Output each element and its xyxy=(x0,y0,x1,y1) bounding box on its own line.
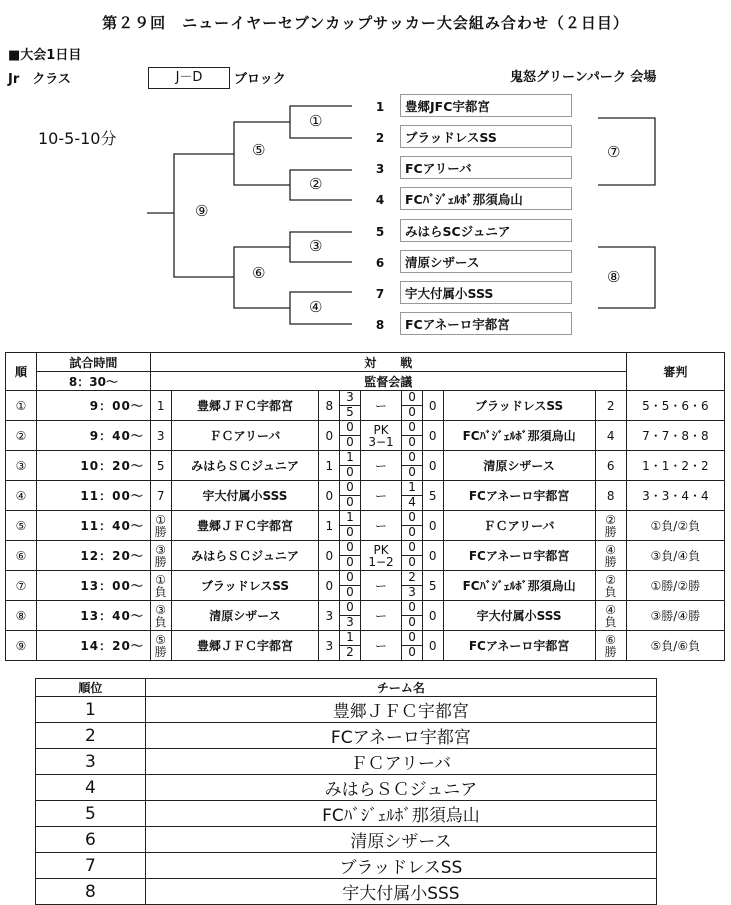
team-slot: ブラッドレスSS xyxy=(400,125,572,148)
header-rank: 順位 xyxy=(36,679,146,697)
match-number: ⑧ xyxy=(6,601,37,631)
right-halves xyxy=(402,631,423,661)
match-mid: ー xyxy=(360,511,401,541)
left-total: 0 xyxy=(319,481,340,511)
team-seed: 1 xyxy=(375,100,385,114)
team-slot: 宇大付属小SSS xyxy=(400,281,572,304)
table-row xyxy=(36,879,657,905)
left-mark: 7 xyxy=(150,481,171,511)
rank-team: 豊郷ＪＦＣ宇都宮 xyxy=(145,697,656,723)
first-half: 0 xyxy=(402,541,422,556)
right-total: 0 xyxy=(422,541,443,571)
second-half: 0 xyxy=(346,465,354,479)
right-team: 宇大付属小SSS xyxy=(443,601,595,631)
left-total: 3 xyxy=(319,631,340,661)
left-halves xyxy=(340,601,361,631)
left-halves xyxy=(340,571,361,601)
rank-team: FCアネーロ宇都宮 xyxy=(145,723,656,749)
right-halves xyxy=(402,451,423,481)
referee: ⑤負/⑥負 xyxy=(626,631,724,661)
right-team: FCアネーロ宇都宮 xyxy=(443,481,595,511)
bracket-label-3: ③ xyxy=(309,237,323,255)
first-half: 2 xyxy=(402,571,422,586)
schedule-table xyxy=(5,352,725,661)
kickoff-time: 9：00～ xyxy=(37,391,151,421)
second-half: 0 xyxy=(408,525,416,539)
match-number: ① xyxy=(6,391,37,421)
ranking-table xyxy=(35,678,657,905)
tournament-bracket xyxy=(0,0,731,345)
right-team: ＦＣアリーバ xyxy=(443,511,595,541)
second-half: 0 xyxy=(346,585,354,599)
team-seed: 3 xyxy=(375,162,385,176)
bracket-label-5: ⑤ xyxy=(252,141,266,159)
header-start: 8：30～ xyxy=(37,372,151,391)
team-seed: 2 xyxy=(375,131,385,145)
table-row xyxy=(36,723,657,749)
bracket-label-2: ② xyxy=(309,175,323,193)
match-mid: ー xyxy=(360,631,401,661)
referee: ③勝/④勝 xyxy=(626,601,724,631)
header-time: 試合時間 xyxy=(37,353,151,372)
match-number: ⑥ xyxy=(6,541,37,571)
class-label: Jr クラス xyxy=(8,72,71,87)
right-total: 5 xyxy=(422,481,443,511)
right-halves xyxy=(402,541,423,571)
right-mark: 4 xyxy=(595,421,626,451)
left-total: 0 xyxy=(319,571,340,601)
first-half: 1 xyxy=(340,451,360,466)
match-mid: ー xyxy=(360,391,401,421)
first-half: 0 xyxy=(402,631,422,646)
left-mark: ① 負 xyxy=(150,571,171,601)
bracket-label-4: ④ xyxy=(309,298,323,316)
block-suffix: ブロック xyxy=(234,72,286,87)
bracket-label-1: ① xyxy=(309,112,323,130)
rank-number: 6 xyxy=(36,827,146,853)
venue: 鬼怒グリーンパーク 会場 xyxy=(510,70,657,85)
right-total: 0 xyxy=(422,601,443,631)
rank-team: ＦＣアリーバ xyxy=(145,749,656,775)
first-half: 3 xyxy=(340,391,360,406)
right-team: ブラッドレスSS xyxy=(443,391,595,421)
right-mark: ⑥ 勝 xyxy=(595,631,626,661)
right-halves xyxy=(402,601,423,631)
team-seed: 8 xyxy=(375,318,385,332)
left-total: 0 xyxy=(319,541,340,571)
right-mark: ④ 勝 xyxy=(595,541,626,571)
second-half: 0 xyxy=(408,405,416,419)
right-total: 0 xyxy=(422,421,443,451)
left-team: ＦＣアリーバ xyxy=(171,421,319,451)
left-halves xyxy=(340,541,361,571)
rank-team: FCﾊﾞｼﾞｪﾙﾎﾞ那須烏山 xyxy=(145,801,656,827)
rank-number: 1 xyxy=(36,697,146,723)
match-mid: ー xyxy=(360,451,401,481)
second-half: 0 xyxy=(346,495,354,509)
left-team: 清原シザース xyxy=(171,601,319,631)
team-seed: 6 xyxy=(375,256,385,270)
right-total: 0 xyxy=(422,511,443,541)
first-half: 0 xyxy=(340,571,360,586)
second-half: 3 xyxy=(346,615,354,629)
left-team: 豊郷ＪＦＣ宇都宮 xyxy=(171,511,319,541)
match-number: ② xyxy=(6,421,37,451)
right-total: 5 xyxy=(422,571,443,601)
right-total: 0 xyxy=(422,391,443,421)
second-half: 0 xyxy=(346,435,354,449)
left-halves xyxy=(340,631,361,661)
match-mid: ー xyxy=(360,481,401,511)
team-slot: 清原シザース xyxy=(400,250,572,273)
team-slot: FCﾊﾞｼﾞｪﾙﾎﾞ那須烏山 xyxy=(400,187,572,210)
right-team: FCﾊﾞｼﾞｪﾙﾎﾞ那須烏山 xyxy=(443,571,595,601)
right-total: 0 xyxy=(422,451,443,481)
referee: 3・3・4・4 xyxy=(626,481,724,511)
left-team: みはらＳＣジュニア xyxy=(171,451,319,481)
first-half: 0 xyxy=(340,421,360,436)
left-mark: ③ 勝 xyxy=(150,541,171,571)
right-team: FCアネーロ宇都宮 xyxy=(443,541,595,571)
first-half: 0 xyxy=(402,391,422,406)
first-half: 0 xyxy=(402,511,422,526)
match-number: ③ xyxy=(6,451,37,481)
right-team: 清原シザース xyxy=(443,451,595,481)
left-team: 豊郷ＪＦＣ宇都宮 xyxy=(171,391,319,421)
header-order: 順 xyxy=(6,353,37,391)
first-half: 0 xyxy=(340,541,360,556)
kickoff-time: 11：40～ xyxy=(37,511,151,541)
match-mid: PK 3−1 xyxy=(360,421,401,451)
table-row xyxy=(6,571,725,601)
left-total: 1 xyxy=(319,451,340,481)
kickoff-time: 14：20～ xyxy=(37,631,151,661)
team-seed: 5 xyxy=(375,225,385,239)
left-team: みはらＳＣジュニア xyxy=(171,541,319,571)
table-row xyxy=(36,801,657,827)
first-half: 1 xyxy=(340,631,360,646)
rank-number: 8 xyxy=(36,879,146,905)
left-mark: ⑤ 勝 xyxy=(150,631,171,661)
right-halves xyxy=(402,391,423,421)
left-halves xyxy=(340,391,361,421)
day-label: ■大会1日目 xyxy=(8,48,82,63)
match-number: ⑤ xyxy=(6,511,37,541)
first-half: 0 xyxy=(402,421,422,436)
rank-team: 清原シザース xyxy=(145,827,656,853)
referee: 7・7・8・8 xyxy=(626,421,724,451)
header-team: チーム名 xyxy=(145,679,656,697)
right-halves xyxy=(402,511,423,541)
left-total: 3 xyxy=(319,601,340,631)
team-seed: 4 xyxy=(375,193,385,207)
left-halves xyxy=(340,481,361,511)
kickoff-time: 13：00～ xyxy=(37,571,151,601)
rank-number: 4 xyxy=(36,775,146,801)
table-row xyxy=(6,421,725,451)
second-half: 0 xyxy=(408,435,416,449)
table-row xyxy=(36,775,657,801)
match-mid: ー xyxy=(360,571,401,601)
left-mark: 5 xyxy=(150,451,171,481)
second-half: 2 xyxy=(346,645,354,659)
kickoff-time: 9：40～ xyxy=(37,421,151,451)
referee: ①勝/②勝 xyxy=(626,571,724,601)
team-slot: FCアネーロ宇都宮 xyxy=(400,312,572,335)
match-mid: ー xyxy=(360,601,401,631)
kickoff-time: 13：40～ xyxy=(37,601,151,631)
first-half: 0 xyxy=(340,601,360,616)
referee: 5・5・6・6 xyxy=(626,391,724,421)
left-total: 0 xyxy=(319,421,340,451)
left-team: 宇大付属小SSS xyxy=(171,481,319,511)
right-team: FCアネーロ宇都宮 xyxy=(443,631,595,661)
rank-number: 5 xyxy=(36,801,146,827)
match-number: ⑨ xyxy=(6,631,37,661)
kickoff-time: 11：00～ xyxy=(37,481,151,511)
rank-team: 宇大付属小SSS xyxy=(145,879,656,905)
page-title: 第２９回 ニューイヤーセブンカップサッカー大会組み合わせ（２日目） xyxy=(102,14,629,32)
header-match: 対 戦 xyxy=(150,353,626,372)
left-team: ブラッドレスSS xyxy=(171,571,319,601)
header-referee: 審判 xyxy=(626,353,724,391)
rank-number: 7 xyxy=(36,853,146,879)
table-row xyxy=(36,853,657,879)
match-format: 10-5-10分 xyxy=(38,129,117,148)
referee: 1・1・2・2 xyxy=(626,451,724,481)
referee: ①負/②負 xyxy=(626,511,724,541)
right-total: 0 xyxy=(422,631,443,661)
table-row xyxy=(36,827,657,853)
referee: ③負/④負 xyxy=(626,541,724,571)
kickoff-time: 12：20～ xyxy=(37,541,151,571)
match-number: ⑦ xyxy=(6,571,37,601)
header-meeting: 監督会議 xyxy=(150,372,626,391)
right-team: FCﾊﾞｼﾞｪﾙﾎﾞ那須烏山 xyxy=(443,421,595,451)
second-half: 3 xyxy=(408,585,416,599)
second-half: 4 xyxy=(408,495,416,509)
rank-team: ブラッドレスSS xyxy=(145,853,656,879)
right-halves xyxy=(402,421,423,451)
second-half: 0 xyxy=(346,525,354,539)
bracket-label-7: ⑦ xyxy=(607,143,621,161)
first-half: 0 xyxy=(340,481,360,496)
table-row xyxy=(6,481,725,511)
left-halves xyxy=(340,511,361,541)
table-row xyxy=(6,631,725,661)
table-row xyxy=(6,601,725,631)
left-halves xyxy=(340,421,361,451)
right-mark: 2 xyxy=(595,391,626,421)
left-total: 8 xyxy=(319,391,340,421)
right-mark: 6 xyxy=(595,451,626,481)
second-half: 0 xyxy=(408,615,416,629)
left-total: 1 xyxy=(319,511,340,541)
first-half: 1 xyxy=(402,481,422,496)
match-mid: PK 1−2 xyxy=(360,541,401,571)
table-row xyxy=(36,697,657,723)
second-half: 0 xyxy=(346,555,354,569)
right-mark: 8 xyxy=(595,481,626,511)
right-mark: ④ 負 xyxy=(595,601,626,631)
team-seed: 7 xyxy=(375,287,385,301)
right-mark: ② 勝 xyxy=(595,511,626,541)
match-number: ④ xyxy=(6,481,37,511)
rank-number: 3 xyxy=(36,749,146,775)
second-half: 0 xyxy=(408,465,416,479)
bracket-label-6: ⑥ xyxy=(252,264,266,282)
second-half: 0 xyxy=(408,555,416,569)
kickoff-time: 10：20～ xyxy=(37,451,151,481)
bracket-label-8: ⑧ xyxy=(607,268,621,286)
team-slot: FCアリーバ xyxy=(400,156,572,179)
second-half: 5 xyxy=(346,405,354,419)
table-row xyxy=(6,451,725,481)
left-mark: 3 xyxy=(150,421,171,451)
left-mark: ① 勝 xyxy=(150,511,171,541)
first-half: 1 xyxy=(340,511,360,526)
second-half: 0 xyxy=(408,645,416,659)
table-row xyxy=(6,391,725,421)
rank-team: みはらＳＣジュニア xyxy=(145,775,656,801)
table-row xyxy=(6,511,725,541)
left-mark: ③ 負 xyxy=(150,601,171,631)
right-halves xyxy=(402,481,423,511)
left-team: 豊郷ＪＦＣ宇都宮 xyxy=(171,631,319,661)
right-mark: ② 負 xyxy=(595,571,626,601)
first-half: 0 xyxy=(402,451,422,466)
right-halves xyxy=(402,571,423,601)
first-half: 0 xyxy=(402,601,422,616)
team-slot: 豊郷JFC宇都宮 xyxy=(400,94,572,117)
team-slot: みはらSCジュニア xyxy=(400,219,572,242)
rank-number: 2 xyxy=(36,723,146,749)
block-code: J－D xyxy=(148,67,230,89)
left-halves xyxy=(340,451,361,481)
left-mark: 1 xyxy=(150,391,171,421)
table-row xyxy=(6,541,725,571)
bracket-label-9: ⑨ xyxy=(195,202,209,220)
table-row xyxy=(36,749,657,775)
